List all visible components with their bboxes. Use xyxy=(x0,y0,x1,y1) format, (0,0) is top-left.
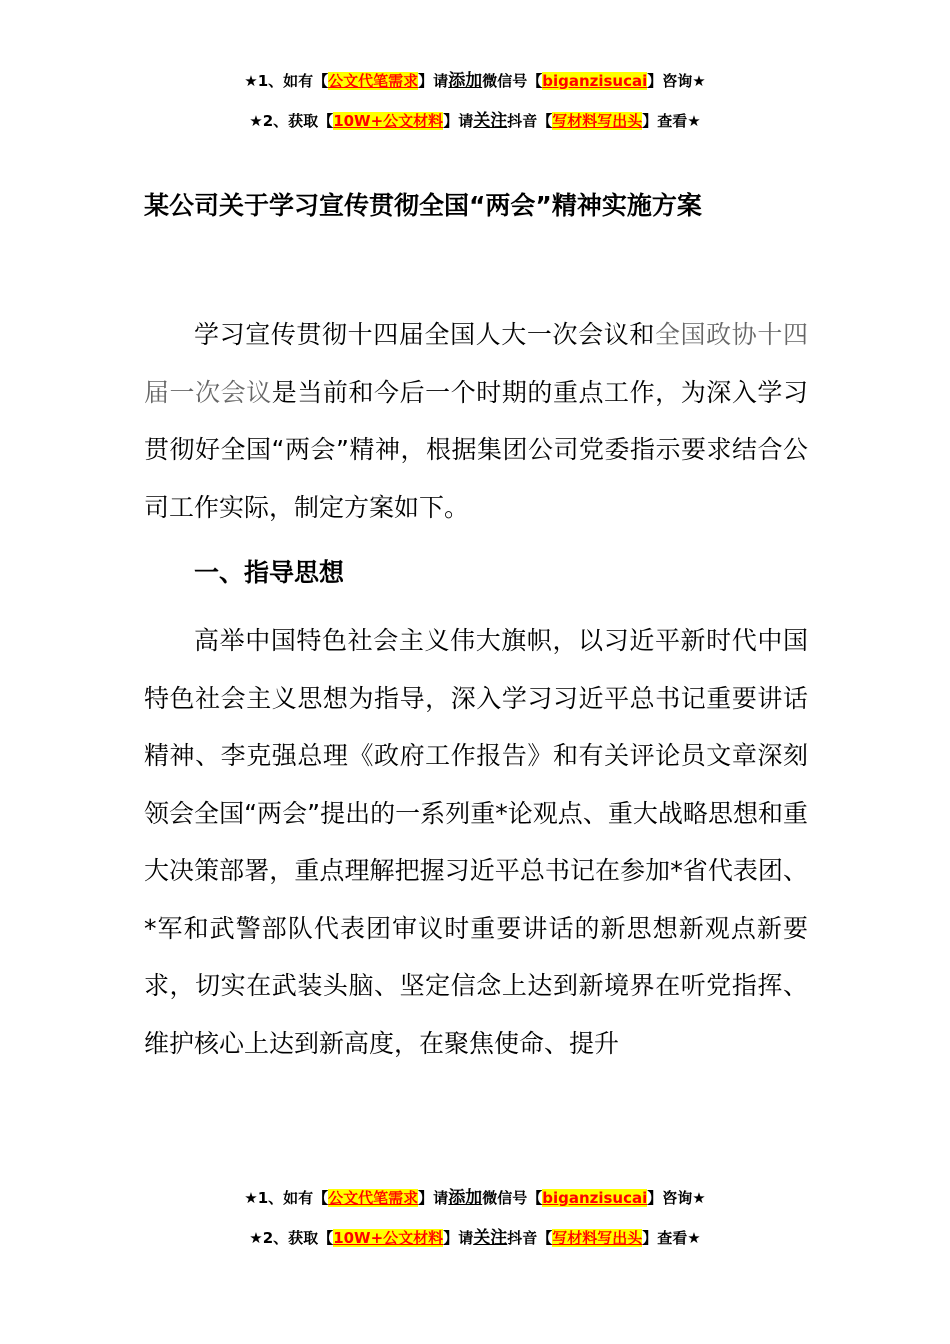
promo-text: 】查看 xyxy=(642,1229,688,1247)
promo-line-1-bottom xyxy=(0,1187,950,1209)
promo-text: 2、获取【 xyxy=(262,1229,334,1247)
intro-text: 学习宣传贯彻十四届全国人大一次会议和 xyxy=(194,320,655,349)
promo-text: 】请 xyxy=(443,1229,474,1247)
intro-paragraph xyxy=(144,306,808,536)
star-icon: ★ xyxy=(692,72,706,90)
promo-highlight: 公文代笔需求 xyxy=(328,1189,419,1207)
promo-text: 抖音【 xyxy=(507,1229,553,1247)
promo-highlight: biganzisucai xyxy=(542,72,648,90)
document-body xyxy=(144,306,808,536)
promo-highlight: 10W+公文材料 xyxy=(333,112,444,130)
section-body-wrap xyxy=(144,612,808,1072)
intro-gray-text: 全国政协十四届一次会议 xyxy=(144,320,808,407)
star-icon: ★ xyxy=(249,112,263,130)
promo-text: 1、如有【 xyxy=(257,72,329,90)
promo-line-2-bottom xyxy=(0,1227,950,1249)
promo-emphasis: 添加 xyxy=(448,1188,483,1208)
promo-highlight: 公文代笔需求 xyxy=(328,72,419,90)
section-paragraph: 高举中国特色社会主义伟大旗帜，以习近平新时代中国特色社会主义思想为指导，深入学习习近平总书记重要讲话精神、李克强总理《政府工作报告》和有关评论员文章深刻领会全国“两会”提出的一系列重*论观点、重大战略思想和重大决策部署，重点理解把握习近平总书记在参加*省代表团、*军和武警部队代表团审议时重要讲话的新思想新观点新要求，切实在武装头脑、坚定信念上达到新境界在听党指挥、维护核心上达到新高度，在聚焦使命、提升 xyxy=(144,626,808,1058)
promo-highlight: biganzisucai xyxy=(542,1189,648,1207)
star-icon: ★ xyxy=(244,1189,258,1207)
star-icon: ★ xyxy=(687,1229,701,1247)
promo-emphasis: 添加 xyxy=(448,71,483,91)
promo-text: 】请 xyxy=(418,1189,449,1207)
promo-text: 1、如有【 xyxy=(257,1189,329,1207)
section-heading: 一、指导思想 xyxy=(194,558,345,587)
promo-text: 】请 xyxy=(443,112,474,130)
promo-text: 微信号【 xyxy=(482,1189,543,1207)
star-icon: ★ xyxy=(692,1189,706,1207)
promo-text: 】咨询 xyxy=(647,72,693,90)
promo-line-1-top xyxy=(0,70,950,92)
promo-text: 】咨询 xyxy=(647,1189,693,1207)
promo-text: 】请 xyxy=(418,72,449,90)
star-icon: ★ xyxy=(249,1229,263,1247)
star-icon: ★ xyxy=(687,112,701,130)
promo-text: 抖音【 xyxy=(507,112,553,130)
promo-highlight: 写材料写出头 xyxy=(552,112,643,130)
promo-emphasis: 关注 xyxy=(473,111,508,131)
section-heading-wrap xyxy=(144,537,808,609)
document-title: 某公司关于学习宣传贯彻全国“两会”精神实施方案 xyxy=(144,191,702,220)
promo-text: 】查看 xyxy=(642,112,688,130)
promo-highlight: 10W+公文材料 xyxy=(333,1229,444,1247)
promo-highlight: 写材料写出头 xyxy=(552,1229,643,1247)
promo-text: 2、获取【 xyxy=(262,112,334,130)
star-icon: ★ xyxy=(244,72,258,90)
promo-emphasis: 关注 xyxy=(473,1228,508,1248)
promo-text: 微信号【 xyxy=(482,72,543,90)
promo-line-2-top xyxy=(0,110,950,132)
intro-text: 是当前和今后一个时期的重点工作，为深入学习贯彻好全国“两会”精神，根据集团公司党委指示要求结合公司工作实际，制定方案如下。 xyxy=(144,377,808,522)
